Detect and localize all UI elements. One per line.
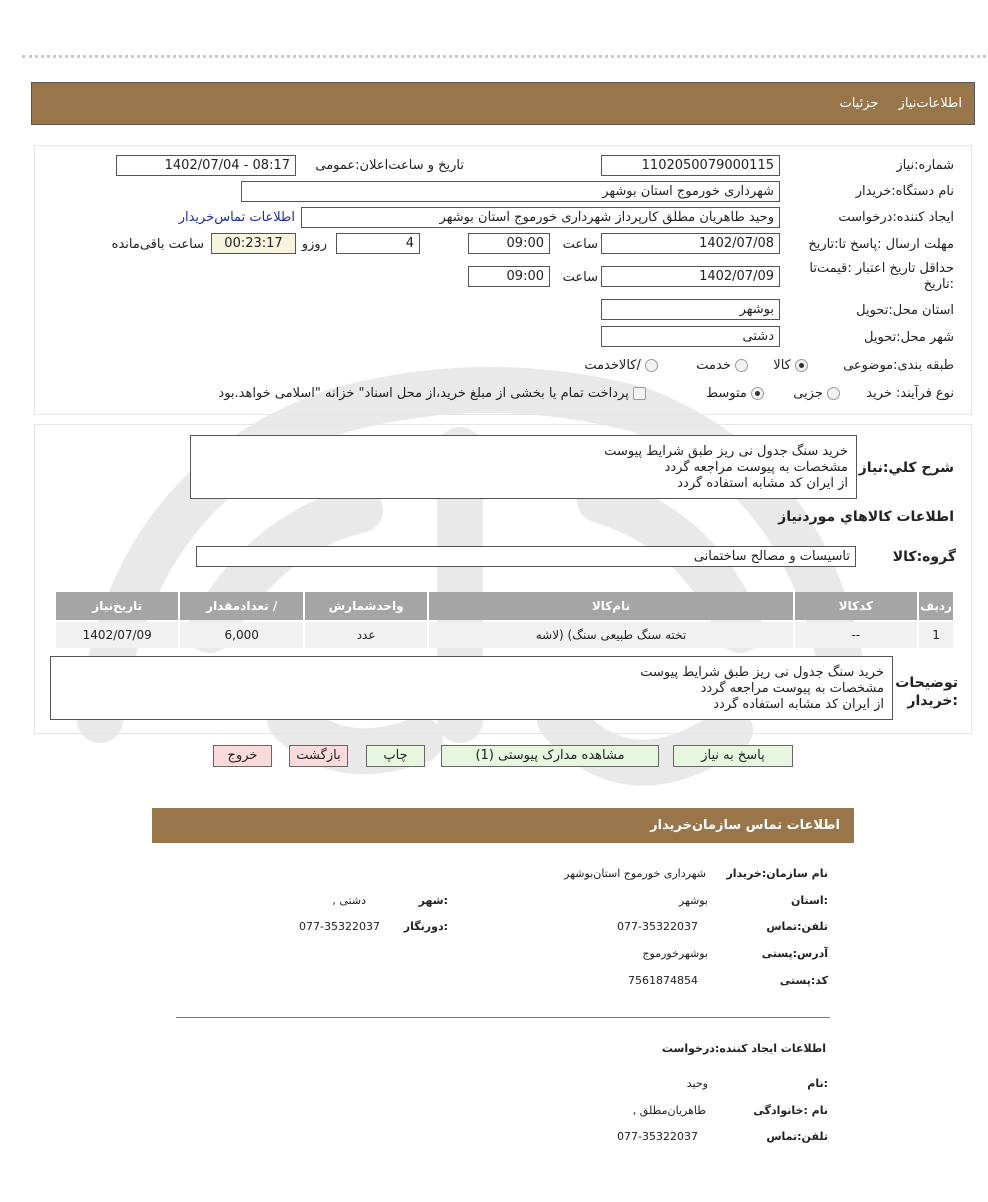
summary-line: خرید سنگ جدول نی ریز طبق شرایط پیوست — [604, 444, 848, 459]
buyer-note-line: از ایران کد مشابه استفاده گردد — [713, 697, 884, 712]
buyer-contact-bar — [152, 808, 854, 843]
radio-icon[interactable] — [645, 359, 658, 372]
reply-button[interactable]: پاسخ به نیاز — [673, 745, 793, 767]
reply-time-label: ساعت — [562, 237, 598, 252]
category-radio-service[interactable]: خدمت — [696, 358, 748, 373]
top-dotted-divider — [22, 55, 986, 58]
cell-goods-name: تخته سنگ طبیعی سنگ) (لاشه — [429, 622, 792, 648]
col-row-number: ردیف — [919, 592, 953, 620]
summary-line: مشخصات به پیوست مراجعه گردد — [664, 460, 848, 475]
creator-info-title: اطلاعات ایجاد کننده:درخواست — [661, 1042, 826, 1055]
contact-divider — [176, 1017, 830, 1018]
min-validity-label: حداقل تاریخ اعتبار :قیمت‌تا :تاریخ — [809, 261, 954, 292]
creator-family-value: طاهریان‌مطلق , — [632, 1104, 706, 1117]
days-label: روزو — [301, 237, 327, 252]
cell-need-date: 1402/07/09 — [56, 622, 178, 648]
tab-details[interactable]: جزئیات — [839, 96, 879, 111]
col-goods-code: کدکالا — [795, 592, 917, 620]
creator-name-label: :نام — [807, 1077, 828, 1090]
process-type-label: نوع فرآیند: خرید — [866, 386, 954, 401]
remaining-time-label: ساعت باقی‌مانده — [111, 237, 204, 252]
remaining-time-field: 00:23:17 — [211, 233, 296, 254]
validity-time-label: ساعت — [562, 270, 598, 285]
province-field[interactable]: بوشهر — [601, 299, 780, 320]
address-label: آدرس:پستی — [761, 947, 828, 960]
radio-icon[interactable] — [795, 359, 808, 372]
creator-field[interactable]: وحید طاهریان مطلق کارپرداز شهرداری خورموج استان بوشهر — [301, 207, 780, 228]
process-radio-minor[interactable]: جزیی — [793, 386, 840, 401]
buyer-contact-title: اطلاعات تماس سازمان‌خریدار — [650, 818, 840, 833]
buyer-notes-box — [50, 656, 893, 720]
category-label: طبقه بندی:موضوعی — [843, 358, 954, 373]
summary-label: شرح کلي:نیاز — [858, 460, 954, 476]
postal-code-label: کد:پستی — [779, 974, 828, 987]
reply-date-field[interactable]: 1402/07/08 — [601, 233, 780, 254]
cell-quantity: 6,000 — [180, 622, 302, 648]
view-attachments-button[interactable]: مشاهده مدارک پیوستی (1) — [441, 745, 659, 767]
goods-info-title: اطلاعات کالاهاي موردنیاز — [778, 509, 954, 525]
radio-icon[interactable] — [735, 359, 748, 372]
org-name-label: نام سازمان:خریدار — [726, 867, 828, 880]
creator-phone-label: تلفن:تماس — [766, 1130, 828, 1143]
postal-code-value: 7561874854 — [628, 974, 698, 987]
buyer-org-field[interactable]: شهرداری خورموج استان بوشهر — [241, 181, 780, 202]
contact-city-label: :شهر — [418, 894, 448, 907]
treasury-payment-option[interactable]: پرداخت تمام یا بخشی از مبلغ خرید،از محل اسناد" خزانه "اسلامی خواهد.بود — [218, 386, 646, 401]
province-label: استان محل:تحویل — [856, 303, 954, 318]
announce-date-field[interactable]: 1402/07/04 - 08:17 — [116, 155, 296, 176]
contact-city-value: دشتی , — [332, 894, 366, 907]
print-button[interactable]: چاپ — [366, 745, 425, 767]
fax-label: :دورنگار — [403, 920, 448, 933]
reply-time-field[interactable]: 09:00 — [468, 233, 550, 254]
process-radio-medium[interactable]: متوسط — [706, 386, 764, 401]
col-goods-name: نام‌کالا — [429, 592, 792, 620]
category-radio-goods-service[interactable]: /کالاخدمت — [584, 358, 658, 373]
fax-value: 077-35322037 — [299, 920, 380, 933]
need-number-field[interactable]: 1102050079000115 — [601, 155, 780, 176]
goods-group-label: گروه:کالا — [892, 549, 956, 565]
category-radio-goods[interactable]: کالا — [773, 358, 808, 373]
creator-phone-value: 077-35322037 — [617, 1130, 698, 1143]
buyer-notes-label: توضیحات :خریدار — [895, 675, 958, 709]
radio-icon[interactable] — [827, 387, 840, 400]
announce-date-label: تاریخ و ساعت‌اعلان:عمومی — [315, 158, 464, 173]
summary-text-box — [190, 435, 857, 499]
buyer-contact-link[interactable]: اطلاعات تماس‌خریدار — [178, 210, 295, 225]
page-header-bar — [31, 82, 975, 125]
contact-phone-value: 077-35322037 — [617, 920, 698, 933]
city-label: شهر محل:تحویل — [864, 330, 954, 345]
need-number-label: شماره:نیاز — [896, 158, 954, 173]
col-quantity: / تعدادمقدار — [180, 592, 302, 620]
days-field[interactable]: 4 — [336, 233, 420, 254]
contact-province-label: :استان — [791, 894, 828, 907]
validity-date-field[interactable]: 1402/07/09 — [601, 266, 780, 287]
goods-table — [54, 590, 955, 650]
col-need-date: تاریخ‌نیاز — [56, 592, 178, 620]
cell-unit: عدد — [305, 622, 427, 648]
table-header-row — [56, 592, 953, 620]
validity-time-field[interactable]: 09:00 — [468, 266, 550, 287]
cell-goods-code: -- — [795, 622, 917, 648]
creator-label: ایجاد کننده:درخواست — [838, 210, 954, 225]
buyer-note-line: مشخصات به پیوست مراجعه گردد — [700, 681, 884, 696]
exit-button[interactable]: خروج — [213, 745, 272, 767]
contact-province-value: بوشهر — [678, 894, 708, 907]
tab-need-info[interactable]: اطلاعات‌نیاز — [898, 96, 962, 111]
cell-row-number: 1 — [919, 622, 953, 648]
reply-deadline-label: مهلت ارسال :پاسخ تا:تاریخ — [808, 237, 954, 252]
goods-group-field[interactable]: تاسیسات و مصالح ساختمانی — [196, 546, 856, 567]
org-name-value: شهرداری خورموج استان‌بوشهر — [564, 867, 706, 880]
buyer-note-line: خرید سنگ جدول نی ریز طبق شرایط پیوست — [640, 665, 884, 680]
city-field[interactable]: دشتی — [601, 326, 780, 347]
radio-icon[interactable] — [751, 387, 764, 400]
address-value: بوشهرخورموج — [642, 947, 708, 960]
contact-phone-label: تلفن:تماس — [766, 920, 828, 933]
back-button[interactable]: بازگشت — [289, 745, 348, 767]
summary-line: از ایران کد مشابه استفاده گردد — [677, 476, 848, 491]
table-row — [56, 622, 953, 648]
col-unit: واحدشمارش — [305, 592, 427, 620]
checkbox-icon[interactable] — [633, 387, 646, 400]
creator-name-value: وحید — [686, 1077, 708, 1090]
buyer-org-label: نام دستگاه:خریدار — [855, 184, 954, 199]
creator-family-label: نام :خانوادگی — [753, 1104, 828, 1117]
